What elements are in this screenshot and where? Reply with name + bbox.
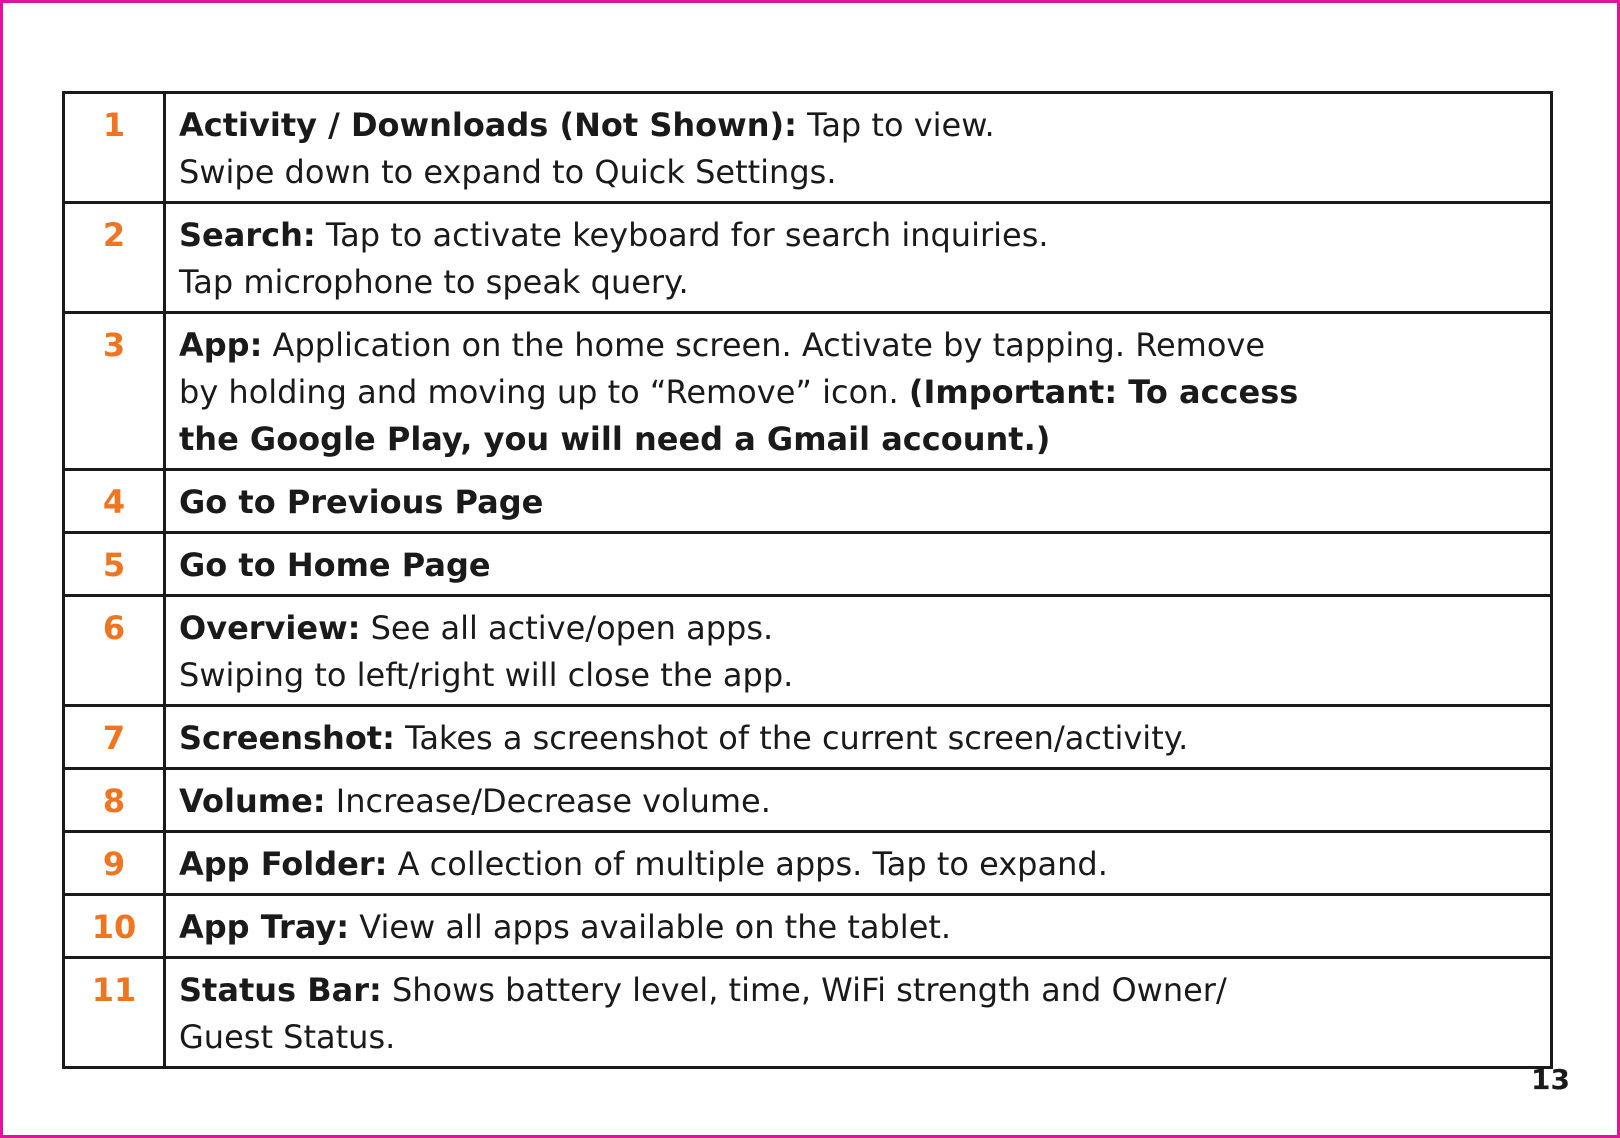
item-title: Volume: (179, 782, 326, 820)
item-description (165, 958, 1552, 1068)
legend-row (64, 533, 1552, 596)
item-text: Tap to view. (796, 106, 995, 144)
item-number: 6 (64, 596, 165, 706)
item-title: Go to Previous Page (179, 483, 544, 521)
item-title: Search: (179, 216, 316, 254)
item-description (165, 769, 1552, 832)
important-note: (Important: To access (908, 373, 1299, 411)
item-text: Tap to activate keyboard for search inquiries. (315, 216, 1049, 254)
legend-row (64, 832, 1552, 895)
item-title: App: (179, 326, 263, 364)
legend-row (64, 706, 1552, 769)
legend-row (64, 958, 1552, 1068)
item-text: Tap microphone to speak query. (179, 263, 689, 301)
item-text: Swipe down to expand to Quick Settings. (179, 153, 837, 191)
item-number: 2 (64, 203, 165, 313)
item-description (165, 203, 1552, 313)
item-description (165, 832, 1552, 895)
item-number: 4 (64, 470, 165, 533)
item-text: See all active/open apps. (360, 609, 774, 647)
item-description (165, 533, 1552, 596)
item-number: 3 (64, 313, 165, 470)
item-text: Increase/Decrease volume. (325, 782, 771, 820)
item-text: Guest Status. (179, 1018, 396, 1056)
item-number: 11 (64, 958, 165, 1068)
item-description (165, 596, 1552, 706)
important-note: the Google Play, you will need a Gmail account.) (179, 420, 1051, 458)
item-title: Status Bar: (179, 971, 382, 1009)
item-description (165, 895, 1552, 958)
item-title: Overview: (179, 609, 361, 647)
legend-table (62, 91, 1553, 1069)
item-title: Go to Home Page (179, 546, 491, 584)
legend-row (64, 895, 1552, 958)
item-text: A collection of multiple apps. Tap to expand. (387, 845, 1108, 883)
item-number: 1 (64, 93, 165, 203)
item-number: 5 (64, 533, 165, 596)
item-title: Activity / Downloads (Not Shown): (179, 106, 797, 144)
item-number: 8 (64, 769, 165, 832)
item-description (165, 706, 1552, 769)
item-text: Shows battery level, time, WiFi strength and Owner/ (381, 971, 1227, 1009)
legend-row (64, 203, 1552, 313)
item-description (165, 313, 1552, 470)
legend-row (64, 93, 1552, 203)
legend-row (64, 313, 1552, 470)
item-title: App Folder: (179, 845, 388, 883)
item-text: Takes a screenshot of the current screen/activity. (394, 719, 1189, 757)
item-title: Screenshot: (179, 719, 395, 757)
item-number: 7 (64, 706, 165, 769)
legend-row (64, 470, 1552, 533)
item-description (165, 470, 1552, 533)
legend-row (64, 596, 1552, 706)
item-title: App Tray: (179, 908, 350, 946)
item-text: View all apps available on the tablet. (349, 908, 952, 946)
item-text: Swiping to left/right will close the app. (179, 656, 794, 694)
item-description (165, 93, 1552, 203)
item-number: 10 (64, 895, 165, 958)
page-number: 13 (1531, 1063, 1570, 1096)
item-number: 9 (64, 832, 165, 895)
item-text: by holding and moving up to “Remove” icon. (179, 373, 909, 411)
item-text: Application on the home screen. Activate by tapping. Remove (262, 326, 1266, 364)
legend-row (64, 769, 1552, 832)
